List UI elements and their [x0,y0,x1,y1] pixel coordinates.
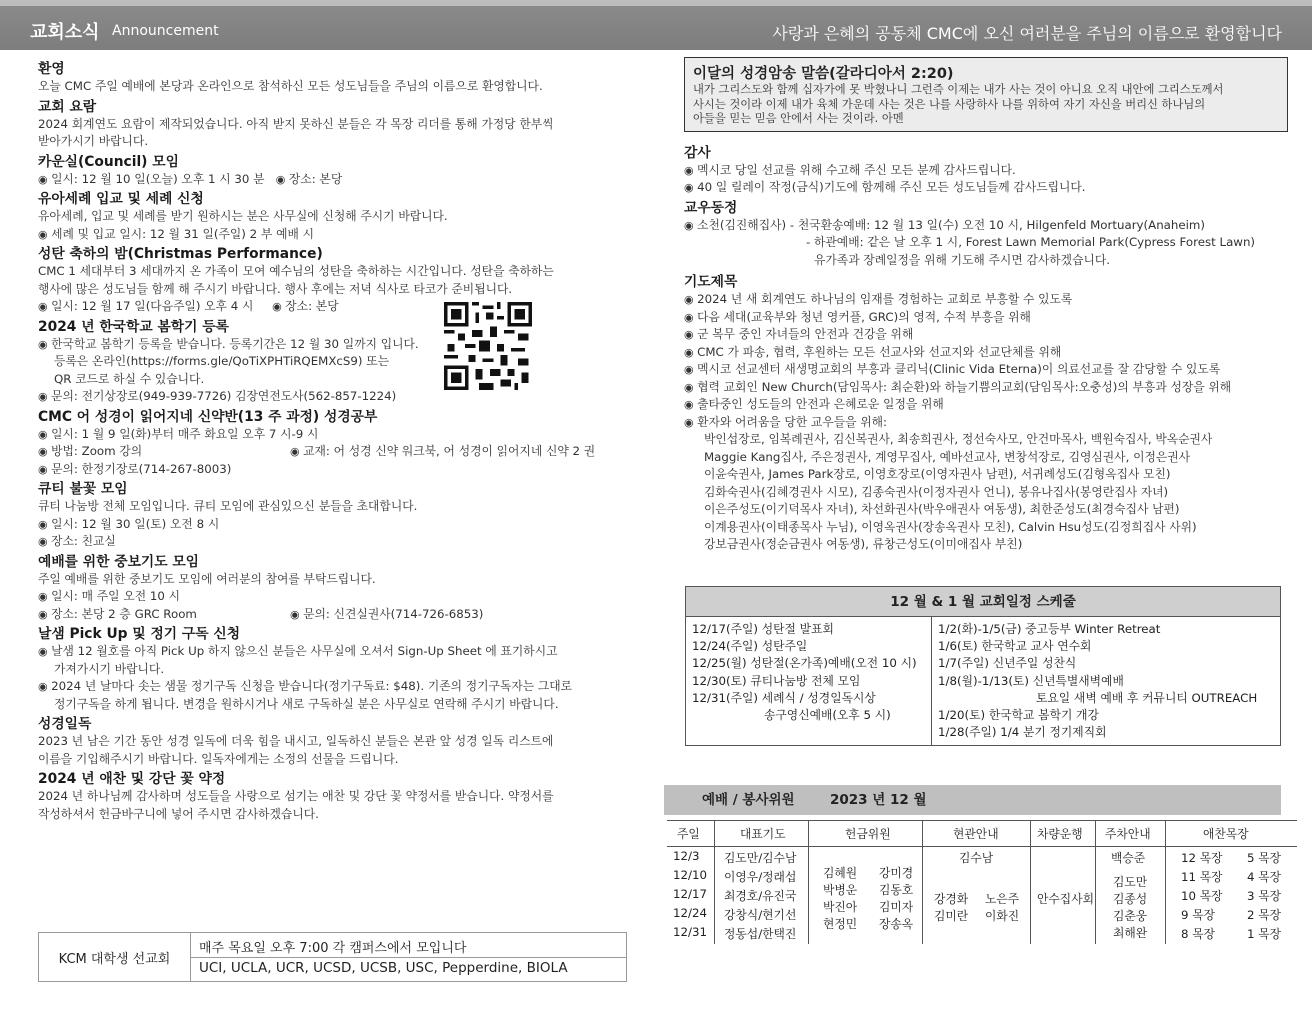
text-qt: 큐티 나눔방 전체 모임입니다. 큐티 모임에 관심있으신 분들을 초대합니다. [38,499,418,513]
section-title: 교회소식 [30,22,100,43]
bible-study-time: ◉ 일시: 1 월 9 일(화)부터 매주 화요일 오후 7 시-9 시 [38,426,638,444]
welcome-text: 사랑과 은혜의 공동체 CMC에 오신 여러분을 주님의 이름으로 환영합니다 [772,24,1282,43]
schedule-item: 1/2(화)-1/5(금) 중고등부 Winter Retreat [938,622,1161,636]
text-christmas-1: CMC 1 세대부터 3 세대까지 온 가족이 모여 예수님의 성탄을 축하하는 시간입니다. 성탄을 축하하는 [38,264,554,278]
devotional-1: ◉ 날샘 12 월호를 아직 Pick Up 하지 않으신 분들은 사무실에 오셔서 Sign-Up Sheet 에 표기하시고 [38,643,638,661]
offering-cell: 김혜원 [823,866,858,880]
schedule-title: 12 월 & 1 월 교회일정 스케줄 [686,587,1280,617]
memory-verse-line-2: 사시는 것이라 이제 내가 육체 가운데 사는 것은 나를 사랑하사 나를 위하여 자기 자신을 버리신 하나님의 [693,97,1206,111]
text-baptism: 유아세례, 입교 및 세례를 받기 원하시는 분은 사무실에 신청해 주시기 바랍니다. [38,209,448,223]
pledge-2: 작성하셔서 헌금바구니에 넣어 주시면 감사하겠습니다. [38,806,319,821]
parking-cell: 김종성 [1113,892,1148,906]
heading-welcome: 환영 [38,61,65,77]
parking-cell: 최해완 [1113,926,1148,940]
schedule-item: 12/31(주일) 세례식 / 성경일독시상 [692,690,876,705]
right-column [684,57,1304,554]
kcm-box [38,932,627,982]
service-month: 2023 년 12 월 [830,792,927,808]
prayer-item: ◉ 군 복무 중인 자녀들의 안전과 건강을 위해 [684,326,1304,344]
korean-school-3: QR 코드로 하실 수 있습니다. [54,371,205,386]
meal-cell: 2 목장 [1247,908,1282,922]
heading-prayer: 기도제목 [684,274,738,291]
council-time: ◉ 일시: 12 월 10 일(오늘) 오후 1 시 30 분 [38,172,265,186]
header-bar [0,0,1312,50]
meal-cell: 4 목장 [1247,870,1282,884]
intercession-place: ◉ 장소: 본당 2 층 GRC Room [38,607,197,621]
meal-cell: 8 목장 [1181,927,1216,941]
prayer-names-line: 이윤숙권사, James Park장로, 이영호장로(이영자권사 남편), 서귀례성도(김형옥집사 모친) [704,467,1171,482]
usher-cell: 김수남 [959,851,994,865]
schedule-december [692,621,928,724]
korean-school-link[interactable]: 등록은 온라인(https://forms.gle/QoTiXPHTiRQEMXcS9) 또는 [54,354,390,368]
schedule-item: 12/25(월) 성탄절(온가족)예배(오전 10 시) [692,656,917,671]
text-welcome: 오늘 CMC 주일 예배에 본당과 온라인으로 참석하신 모든 성도님들을 주님의 이름으로 환영합니다. [38,79,543,93]
qr-code[interactable] [441,302,535,390]
schedule-item: 1/7(주일) 신년주일 성찬식 [938,656,1077,671]
table-rule [667,846,1297,847]
schedule-item: 1/8(월)-1/13(토) 신년특별새벽예배 [938,673,1124,688]
devotional-4: 정기구독을 하게 됩니다. 변경을 원하시거나 새로 구독하실 분은 사무실로 연락해 주시기 바랍니다. [54,696,559,711]
parking-cell: 김춘웅 [1113,909,1148,923]
table-divider [1030,820,1031,944]
left-column [38,52,638,823]
table-rule [667,820,1297,821]
date-cell: 12/24 [673,906,707,920]
usher-cell: 강경화 [934,892,969,906]
bible-reading-1: 2023 년 남은 기간 동안 성경 일독에 더욱 힘을 내시고, 일독하신 분들은 본관 앞 성경 일독 리스트에 [38,734,554,748]
schedule-box [685,586,1281,746]
prayer-item: ◉ 협력 교회인 New Church(담임목사: 최순환)와 하늘기쁨의교회(담임목사:오충성)의 부흥과 성장을 위해 [684,379,1304,397]
offering-cell: 박병운 [823,883,858,897]
prayer-item: ◉ 출타중인 성도들의 안전과 은혜로운 일정을 위해 [684,396,1304,414]
memory-verse-line-1: 내가 그리스도와 함께 십자가에 못 박혔나니 그런즉 이제는 내가 사는 것이 아니요 오직 내안에 그리스도께서 [693,83,1224,96]
col-header: 주차안내 [1105,827,1151,841]
council-info [38,171,638,189]
heading-council: 카운실(Council) 모임 [38,153,179,170]
table-divider [714,820,715,944]
service-header [664,785,1281,815]
schedule-item: 12/30(토) 큐티나눔방 전체 모임 [692,673,861,688]
council-place: ◉ 장소: 본당 [276,172,342,186]
qt-place: ◉ 장소: 친교실 [38,533,638,551]
schedule-item: 1/20(토) 한국학교 봄학기 개강 [938,708,1099,723]
meal-cell: 5 목장 [1247,851,1282,865]
qt-time: ◉ 일시: 12 월 30 일(토) 오전 8 시 [38,516,638,534]
members-1: ◉ 소천(김진해집사) - 천국환송예배: 12 월 13 일(수) 오전 10 시, Hilgenfeld Mortuary(Anaheim) [684,217,1304,235]
intercession-time: ◉ 일시: 매 주일 오전 10 시 [38,588,638,606]
table-divider [808,820,809,944]
heading-christmas: 성탄 축하의 밤(Christmas Performance) [38,246,323,262]
prayer-names-line: 김화숙권사(김혜경권사 시모), 김종숙권사(이정자권사 언니), 봉유나집사(봉영란집사 자녀) [704,484,1169,499]
christmas-info [38,298,638,316]
usher-cell: 이화진 [985,909,1020,923]
heading-intercession: 예배를 위한 중보기도 모임 [38,553,200,570]
schedule-item: 12/17(주일) 성탄절 발표회 [692,622,834,636]
schedule-item: 송구영신예배(오후 5 시) [764,708,891,723]
heading-korean-school: 2024 년 한국학교 봄학기 등록 [38,318,229,335]
prayer-item: ◉ 다음 세대(교육부와 청년 영커플, GRC)의 영적, 수적 부흥을 위해 [684,309,1304,327]
prayer-names-line: 이은주성도(이기덕목사 자녀), 차선화권사(박우애권사 여동생), 최한준성도(최경숙집사 남편) [704,502,1180,517]
heading-handbook: 교회 요람 [38,98,97,115]
driver-cell: 안수집사회 [1037,892,1094,906]
meal-cell: 3 목장 [1247,889,1282,903]
memory-verse-title: 이달의 성경암송 말씀(갈라디아서 2:20) [693,66,954,82]
text-handbook-1: 2024 회계연도 요람이 제작되었습니다. 아직 받지 못하신 분들은 각 목장 리더를 통해 가정당 한부씩 [38,116,554,131]
kcm-divider [191,957,627,958]
schedule-item: 12/24(주일) 성탄주일 [692,639,808,654]
col-header: 애찬목장 [1203,827,1249,841]
bible-study-book: ◉ 교재: 어 성경 신약 워크북, 어 성경이 읽어지네 신약 2 권 [290,443,595,461]
date-cell: 12/3 [673,849,700,863]
meal-cell: 12 목장 [1181,851,1223,865]
memory-verse-line-3: 아들을 믿는 믿음 안에서 사는 것이라. 아멘 [693,112,904,126]
heading-bible-study: CMC 어 성경이 읽어지네 신약반(13 주 과정) 성경공부 [38,408,378,425]
prayer-item: ◉ 멕시코 선교센터 새생명교회의 부흥과 클리닉(Clinic Vida Eterna)이 의료선교를 잘 감당할 수 있도록 [684,361,1304,379]
prayer-names-line: 강보금권사(정순금권사 여동생), 류창근성도(이미애집사 부친) [704,537,1023,552]
offering-cell: 장송옥 [879,917,914,931]
offering-cell: 김미자 [879,900,914,914]
meal-cell: 11 목장 [1181,870,1223,884]
kcm-schools: UCI, UCLA, UCR, UCSD, UCSB, USC, Pepperdine, BIOLA [199,960,568,976]
text-christmas-2: 행사에 많은 성도님들 함께 해 주시기 바랍니다. 행사 후에는 저녁 식사로 타코가 준비됩니다. [38,281,513,296]
members-2: - 하관예배: 같은 날 오후 1 시, Forest Lawn Memorial Park(Cypress Forest Lawn) [806,235,1256,250]
prayer-names-line: 박인섭장로, 임복례권사, 김신복권사, 최송희권사, 정선숙사모, 안건마목사, 백원숙집사, 박옥순권사 [704,432,1213,447]
col-header: 헌금위원 [845,827,891,841]
prayer-cell: 김도만/김수남 [724,851,797,865]
heading-qt: 큐티 불꽃 모임 [38,481,128,497]
col-header: 현관안내 [953,827,999,841]
prayer-names-line: 이계용권사(이태종목사 누님), 이영옥권사(장송옥권사 모친), Calvin Hsu성도(김정희집사 사위) [704,519,1197,534]
date-cell: 12/10 [673,868,707,882]
service-title: 예배 / 봉사위원 [702,792,795,808]
service-table [667,820,1297,950]
col-header: 대표기도 [740,827,786,841]
schedule-item: 1/28(주일) 1/4 분기 정기제직회 [938,725,1107,740]
date-cell: 12/31 [673,925,707,939]
text-intercession: 주일 예배를 위한 중보기도 모임에 여러분의 참여를 부탁드립니다. [38,571,376,586]
meal-cell: 1 목장 [1247,927,1282,941]
prayer-list [684,291,1304,431]
devotional-2: 가져가시기 바랍니다. [54,661,165,676]
offering-cell: 현정민 [823,917,858,931]
intercession-contact: ◉ 문의: 신견실권사(714-726-6853) [290,606,483,624]
bible-study-contact: ◉ 문의: 한정기장로(714-267-8003) [38,461,638,479]
prayer-cell: 정동섭/한택진 [724,927,797,941]
col-header: 차량운행 [1037,827,1083,841]
prayer-cell: 최경호/유진국 [724,889,797,903]
usher-cell: 김미란 [934,909,969,923]
offering-cell: 박진아 [823,900,858,914]
heading-devotional: 날샘 Pick Up 및 정기 구독 신청 [38,626,241,642]
intercession-place-row [38,606,638,624]
prayer-names [684,431,1304,554]
offering-cell: 김동호 [879,883,914,897]
date-cell: 12/17 [673,887,707,901]
christmas-time: ◉ 일시: 12 월 17 일(다음주일) 오후 4 시 [38,299,253,313]
col-header: 주일 [677,827,700,841]
kcm-time: 매주 목요일 오후 7:00 각 캠퍼스에서 모입니다 [199,941,467,956]
usher-cell: 노은주 [985,892,1020,906]
korean-school-contact: ◉ 문의: 전기상장로(949-939-7726) 김장연전도사(562-857-1224) [38,388,638,406]
schedule-january [938,621,1278,741]
heading-baptism: 유아세례 입교 및 세례 신청 [38,191,204,207]
bible-study-method-row [38,443,638,461]
kcm-label: KCM 대학생 선교회 [39,933,191,981]
pledge-1: 2024 년 하나님께 감사하며 성도들을 사랑으로 섬기는 애찬 및 강단 꽃 약정서를 받습니다. 약정서를 [38,789,554,803]
heading-bible-reading: 성경일독 [38,716,92,732]
members-3: 유가족과 장례일정을 위해 기도해 주시면 감사하겠습니다. [814,252,1110,267]
prayer-item: ◉ CMC 가 파송, 협력, 후원하는 모든 선교사와 선교지와 선교단체를 위해 [684,344,1304,362]
thanks-1: ◉ 멕시코 당일 선교를 위해 수고해 주신 모든 분께 감사드립니다. [684,162,1304,180]
heading-pledge: 2024 년 애찬 및 강단 꽃 약정 [38,771,226,787]
offering-cell: 강미경 [879,866,914,880]
parking-cell: 백승준 [1111,851,1146,865]
schedule-divider [931,617,932,745]
prayer-cell: 이영우/정래섭 [724,870,797,884]
prayer-names-line: Maggie Kang집사, 주은정권사, 계영무집사, 예바선교사, 변창석장로, 김영심권사, 이정은권사 [704,449,1191,464]
korean-school-1: ◉ 한국학교 봄학기 등록을 받습니다. 등록기간은 12 월 30 일까지 입니다. [38,336,638,354]
devotional-3: ◉ 2024 년 날마다 솟는 샘물 정기구독 신청을 받습니다(정기구독료: $48). 기존의 정기구독자는 그대로 [38,678,638,696]
prayer-item: ◉ 환자와 어려움을 당한 교우들을 위해: [684,414,1304,432]
meal-cell: 9 목장 [1181,908,1216,922]
prayer-cell: 강창식/현기선 [724,908,797,922]
table-divider [1095,820,1096,944]
prayer-item: ◉ 2024 년 새 회계연도 하나님의 임재를 경험하는 교회로 부흥할 수 있도록 [684,291,1304,309]
table-divider [922,820,923,944]
section-subtitle: Announcement [112,23,219,39]
christmas-place: ◉ 장소: 본당 [272,299,338,313]
thanks-2: ◉ 40 일 릴레이 작정(금식)기도에 함께해 주신 모든 성도님들께 감사드립니다. [684,179,1304,197]
parking-cell: 김도만 [1113,875,1148,889]
text-handbook-2: 받아가시기 바랍니다. [38,134,149,148]
schedule-item: 1/6(토) 한국학교 교사 연수회 [938,639,1092,654]
bible-reading-2: 이름을 기입해주시기 바랍니다. 일독자에게는 소정의 선물을 드립니다. [38,751,399,766]
schedule-item: 토요일 새벽 예배 후 커뮤니티 OUTREACH [1036,690,1258,705]
heading-members: 교우동정 [684,199,738,216]
meal-cell: 10 목장 [1181,889,1223,903]
baptism-time: ◉ 세례 및 입교 일시: 12 월 31 일(주일) 2 부 예배 시 [38,226,638,244]
heading-thanks: 감사 [684,144,711,161]
bible-study-method: ◉ 방법: Zoom 강의 [38,444,142,458]
memory-verse-box [684,57,1288,132]
table-divider [1165,820,1166,944]
